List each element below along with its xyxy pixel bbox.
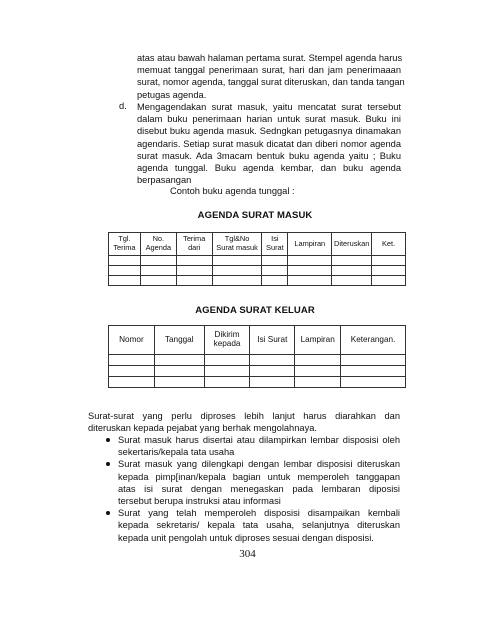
column-header <box>341 326 406 355</box>
intro-line: memuat tanggal penerimaan surat, hari dan jam penerimaaan <box>137 65 401 76</box>
column-header-line: Tgl. <box>118 234 131 244</box>
column-header-line: Isi Surat <box>257 334 288 344</box>
bullet-line: kepada unit pengolah untuk diproses sesuai dengan disposisi. <box>118 532 374 543</box>
table-row <box>109 377 406 388</box>
table-cell <box>332 256 372 266</box>
item-d-line: surat masuk. Ada 3macam bentuk buku agenda yaitu ; Buku <box>137 150 401 161</box>
table-cell <box>109 266 141 276</box>
table-cell <box>204 377 250 388</box>
table-cell <box>140 276 176 286</box>
column-header-line: Keterangan. <box>350 334 396 344</box>
column-header <box>262 233 288 256</box>
bullet-line: sekertaris/kepala tata usaha <box>118 447 235 458</box>
column-header-line: Tanggal <box>164 334 194 344</box>
table-cell <box>204 366 250 377</box>
column-header-line: Terima <box>113 243 136 252</box>
column-header <box>372 233 406 256</box>
table-cell <box>212 256 262 266</box>
item-d-line: Mengagendakan surat masuk, yaitu mencatat surat tersebut <box>137 102 401 112</box>
page-number: 304 <box>239 548 256 560</box>
bullet-item <box>118 507 400 544</box>
table-cell <box>250 377 295 388</box>
table-keluar-title: AGENDA SURAT KELUAR <box>195 305 315 316</box>
table-cell <box>109 366 155 377</box>
table-cell <box>154 355 204 366</box>
column-header <box>109 326 155 355</box>
table-cell <box>262 256 288 266</box>
bullet-item <box>118 434 400 458</box>
table-cell <box>176 276 212 286</box>
table-cell <box>109 377 155 388</box>
table-cell <box>372 256 406 266</box>
table-cell <box>332 276 372 286</box>
intro-line: surat, nomor agenda, tanggal surat diteruskan, dan tanda tangan <box>137 77 405 88</box>
table-cell <box>109 256 141 266</box>
table-row <box>109 256 406 266</box>
table-cell <box>212 266 262 276</box>
item-d-line: berpasangan <box>137 175 192 186</box>
column-header <box>154 326 204 355</box>
column-header-line: Isi <box>271 234 279 244</box>
table-row <box>109 276 406 286</box>
column-header-line: Nomor <box>119 334 144 344</box>
table-cell <box>250 355 295 366</box>
table-cell <box>295 355 341 366</box>
column-header <box>288 233 332 256</box>
column-header-line: Tgl&No <box>224 234 250 244</box>
table-cell <box>212 276 262 286</box>
table-cell <box>262 276 288 286</box>
column-header-line: No. <box>152 234 165 244</box>
table-cell <box>288 266 332 276</box>
column-header <box>109 233 141 256</box>
closing-line: diteruskan kepada pejabat yang berhak mengolahnaya. <box>88 423 317 434</box>
bullet-line: atas isi surat dengan menegaskan pada lembaran diposisi <box>118 483 400 494</box>
intro-paragraph <box>137 52 405 101</box>
bullet-list <box>118 434 400 544</box>
column-header-line: Dikirim <box>214 330 240 340</box>
bullet-icon <box>106 511 110 515</box>
bullet-line: tersebut berupa instruksi atau informasi <box>118 496 281 507</box>
column-header-line: kepada <box>213 339 241 348</box>
bullet-icon <box>106 462 110 466</box>
column-header <box>212 233 262 256</box>
column-header <box>140 233 176 256</box>
table-cell <box>341 355 406 366</box>
bullet-line: Surat masuk harus disertai atau dilampirkan lembar disposisi oleh <box>118 435 400 445</box>
column-header <box>332 233 372 256</box>
table-cell <box>140 256 176 266</box>
table-cell <box>372 276 406 286</box>
table-row <box>109 266 406 276</box>
column-header-line: Surat masuk <box>216 243 258 252</box>
example-caption: Contoh buku agenda tunggal : <box>170 186 295 196</box>
item-d-line: agendaris. Setiap surat masuk dicatat dan diberi nomor agenda <box>137 138 401 149</box>
table-cell <box>176 266 212 276</box>
item-d-line: agenda tunggal. Buku agenda kembar, dan buku agenda <box>137 163 401 174</box>
item-d-line: disebut buku agenda masuk. Sedngkan petugasnya dinamakan <box>137 126 401 137</box>
column-header-line: Ket. <box>382 238 396 248</box>
column-header-line: Terima <box>183 234 206 244</box>
table-cell <box>109 276 141 286</box>
bullet-icon <box>106 438 110 442</box>
column-header <box>295 326 341 355</box>
bullet-line: Surat yang telah memperoleh disposisi disampaikan kembali <box>118 508 400 519</box>
table-masuk-title: AGENDA SURAT MASUK <box>197 210 313 221</box>
table-row <box>109 366 406 377</box>
bullet-line: kepada sekretaris/ kepala tata usaha, selanjutnya diteruskan <box>118 520 400 531</box>
column-header-line: Surat <box>266 243 284 252</box>
table-cell <box>341 377 406 388</box>
column-header-line: Lampiran <box>294 238 326 248</box>
table-cell <box>295 366 341 377</box>
table-row <box>109 355 406 366</box>
bullet-item <box>118 458 400 507</box>
column-header-line: Lampiran <box>300 334 335 344</box>
item-d-paragraph <box>137 101 401 186</box>
table-cell <box>154 366 204 377</box>
item-d-line: dalam buku penerimaan harian untuk surat masuk. Buku ini <box>137 114 401 125</box>
closing-paragraph <box>88 410 400 434</box>
agenda-surat-masuk-table <box>108 232 406 286</box>
table-cell <box>288 256 332 266</box>
table-cell <box>140 266 176 276</box>
table-cell <box>250 366 295 377</box>
column-header <box>176 233 212 256</box>
agenda-surat-keluar-table <box>108 325 406 388</box>
table-cell <box>288 276 332 286</box>
bullet-line: Surat masuk yang dilengkapi dengan lembar disposisi diteruskan <box>118 459 400 470</box>
column-header-line: Diteruskan <box>334 238 370 248</box>
table-cell <box>372 266 406 276</box>
bullet-line: kepada pimp[inan/kepala bagian untuk memperoleh tanggapan <box>118 471 400 482</box>
column-header-line: Agenda <box>145 243 172 252</box>
table-cell <box>295 377 341 388</box>
table-cell <box>332 266 372 276</box>
closing-line: Surat-surat yang perlu diproses lebih lanjut harus diarahkan dan <box>88 411 400 421</box>
column-header <box>204 326 250 355</box>
intro-line: atas atau bawah halaman pertama surat. Stempel agenda harus <box>137 53 403 63</box>
table-cell <box>154 377 204 388</box>
list-marker-d: d. <box>119 101 127 111</box>
column-header <box>250 326 295 355</box>
table-cell <box>341 366 406 377</box>
table-cell <box>262 266 288 276</box>
table-cell <box>204 355 250 366</box>
table-cell <box>109 355 155 366</box>
column-header-line: dari <box>188 243 201 252</box>
table-cell <box>176 256 212 266</box>
intro-line: petugas agenda. <box>137 89 207 100</box>
